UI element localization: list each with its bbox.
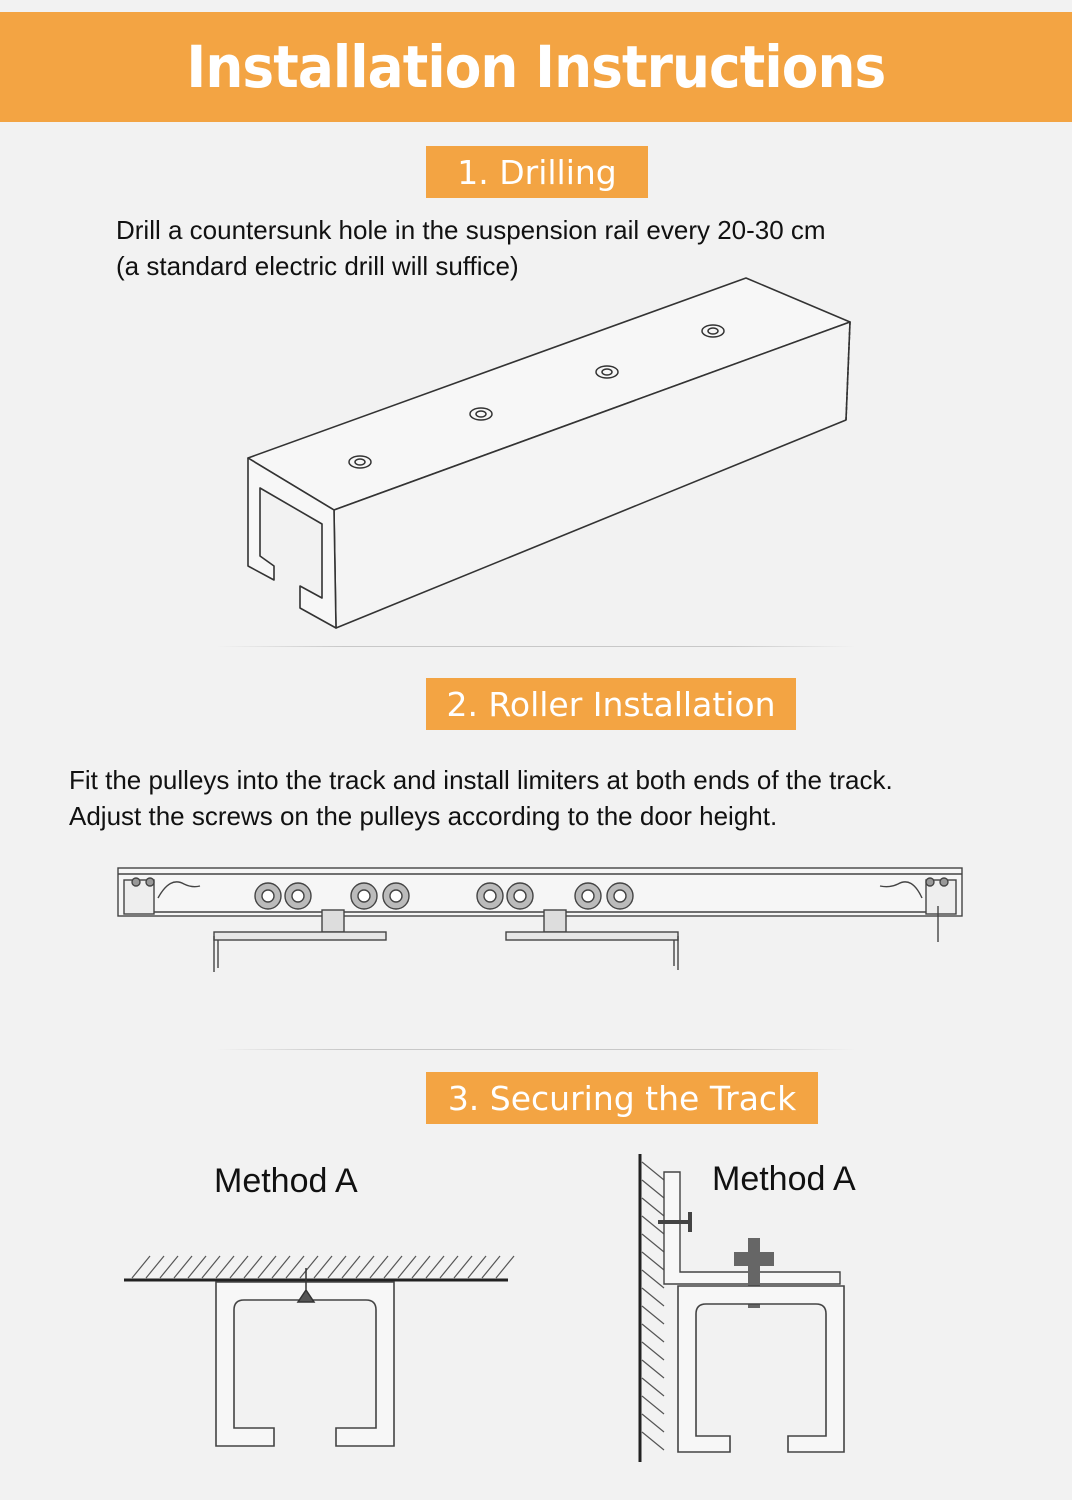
step-1-label: 1. Drilling xyxy=(426,146,648,198)
header-banner xyxy=(0,12,1072,122)
method-label-left: Method A xyxy=(214,1162,358,1200)
step-2-line-1: Fit the pulleys into the track and install limiters at both ends of the track. xyxy=(69,765,893,795)
step-3-label: 3. Securing the Track xyxy=(426,1072,818,1124)
page-title: Installation Instructions xyxy=(186,33,886,101)
roller-hanger-left xyxy=(214,910,386,972)
section-divider-2 xyxy=(216,1049,856,1050)
rail-drilling-illustration xyxy=(0,270,1072,670)
pulley-wheel xyxy=(507,883,533,909)
pulley-wheel xyxy=(383,883,409,909)
pulley-wheel xyxy=(285,883,311,909)
pulley-wheel xyxy=(575,883,601,909)
step-1-line-2: (a standard electric drill will suffice) xyxy=(116,251,519,281)
roller-hanger-right xyxy=(506,910,678,970)
step-2-description xyxy=(69,762,893,834)
step-2-line-2: Adjust the screws on the pulleys according to the door height. xyxy=(69,801,778,831)
pulley-wheel xyxy=(607,883,633,909)
ceiling-mount-illustration xyxy=(120,1250,520,1460)
pulley-wheel xyxy=(351,883,377,909)
roller-track-illustration xyxy=(0,862,1072,982)
step-2-label: 2. Roller Installation xyxy=(426,678,796,730)
pulley-wheel xyxy=(255,883,281,909)
step-1-line-1: Drill a countersunk hole in the suspension rail every 20-30 cm xyxy=(116,215,826,245)
method-label-right: Method A xyxy=(712,1160,856,1198)
wall-mount-illustration xyxy=(630,1152,870,1472)
section-divider-1 xyxy=(216,646,856,647)
ceiling-hatch xyxy=(132,1256,514,1278)
pulley-wheel xyxy=(477,883,503,909)
wall-hatch xyxy=(642,1162,664,1450)
